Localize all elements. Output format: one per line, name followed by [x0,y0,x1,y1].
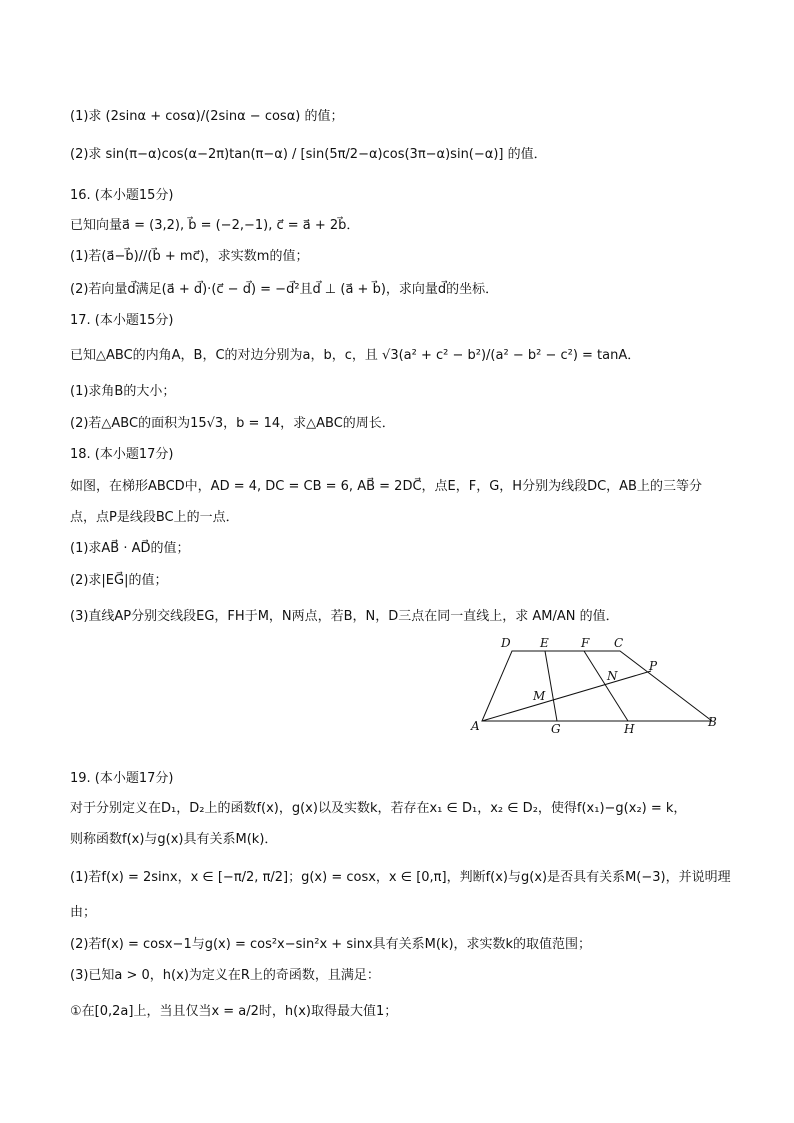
label-e: E [540,636,549,650]
q19-part3: (3)已知a > 0，h(x)为定义在R上的奇函数，且满足： [70,968,380,983]
q17-title: 17. (本小题15分) [70,313,174,328]
q19-stem-1: 对于分别定义在D₁，D₂上的函数f(x)，g(x)以及实数k，若存在x₁ ∈ D₁，x₂ ∈ D₂，使得f(x₁)−g(x₂) = k， [70,801,687,816]
q16-title: 16. (本小题15分) [70,188,174,203]
segment-ap [482,671,651,721]
label-d: D [501,636,511,650]
label-c: C [614,636,624,650]
q17-stem: 已知△ABC的内角A，B，C的对边分别为a，b，c，且 √3(a² + c² − b²)/(a² − b² − c²) = tanA． [70,348,641,363]
q18-part1: (1)求AB⃗ · AD⃗的值； [70,541,190,556]
label-a: A [471,719,480,733]
q18-stem-2: 点，点P是线段BC上的一点． [70,510,239,525]
q19-title: 19. (本小题17分) [70,771,174,786]
label-m: M [533,689,546,703]
q19-stem-2: 则称函数f(x)与g(x)具有关系M(k)． [70,832,278,847]
q18-part2: (2)求|EG⃗|的值； [70,573,168,588]
label-f: F [581,636,590,650]
segment-eg [545,651,557,721]
segment-fh [584,651,628,721]
label-g: G [551,722,561,736]
q19-part1-b: 由； [70,905,97,920]
q19-part2: (2)若f(x) = cosx−1与g(x) = cos²x−sin²x + sinx具有关系M(k)，求实数k的取值范围； [70,937,592,952]
q19-part3-condition1: ①在[0,2a]上，当且仅当x = a/2时，h(x)取得最大值1； [70,1004,398,1019]
trapezoid-figure [465,632,725,742]
q16-stem: 已知向量a⃗ = (3,2), b⃗ = (−2,−1), c⃗ = a⃗ + 2b⃗． [70,218,360,233]
q16-part2: (2)若向量d⃗满足(a⃗ + d⃗)·(c⃗ − d⃗) = −d⃗²且d⃗ ⊥ (a⃗ + b⃗)，求向量d⃗的坐标． [70,282,499,297]
label-p: P [649,659,658,673]
label-n: N [607,669,618,683]
line-q15-1: (1)求 (2sinα + cosα)/(2sinα − cosα) 的值； [70,109,344,124]
q17-part2: (2)若△ABC的面积为15√3，b = 14，求△ABC的周长． [70,416,395,431]
q16-part1: (1)若(a⃗−b⃗)//(b⃗ + mc⃗)，求实数m的值； [70,249,309,264]
line-q15-2: (2)求 sin(π−α)cos(α−2π)tan(π−α) / [sin(5π/2−α)cos(3π−α)sin(−α)] 的值． [70,147,547,162]
q17-part1: (1)求角B的大小； [70,384,176,399]
q18-stem-1: 如图，在梯形ABCD中，AD = 4, DC = CB = 6, AB⃗ = 2DC⃗，点E，F，G，H分别为线段DC，AB上的三等分 [70,479,702,494]
label-b: B [708,715,717,729]
label-h: H [624,722,635,736]
q19-part1-a: (1)若f(x) = 2sinx，x ∈ [−π/2, π/2]；g(x) = cosx，x ∈ [0,π]，判断f(x)与g(x)是否具有关系M(−3)，并说明理 [70,870,731,885]
q18-title: 18. (本小题17分) [70,447,174,462]
q18-part3: (3)直线AP分别交线段EG，FH于M，N两点，若B，N，D三点在同一直线上，求 AM/AN 的值． [70,609,619,624]
